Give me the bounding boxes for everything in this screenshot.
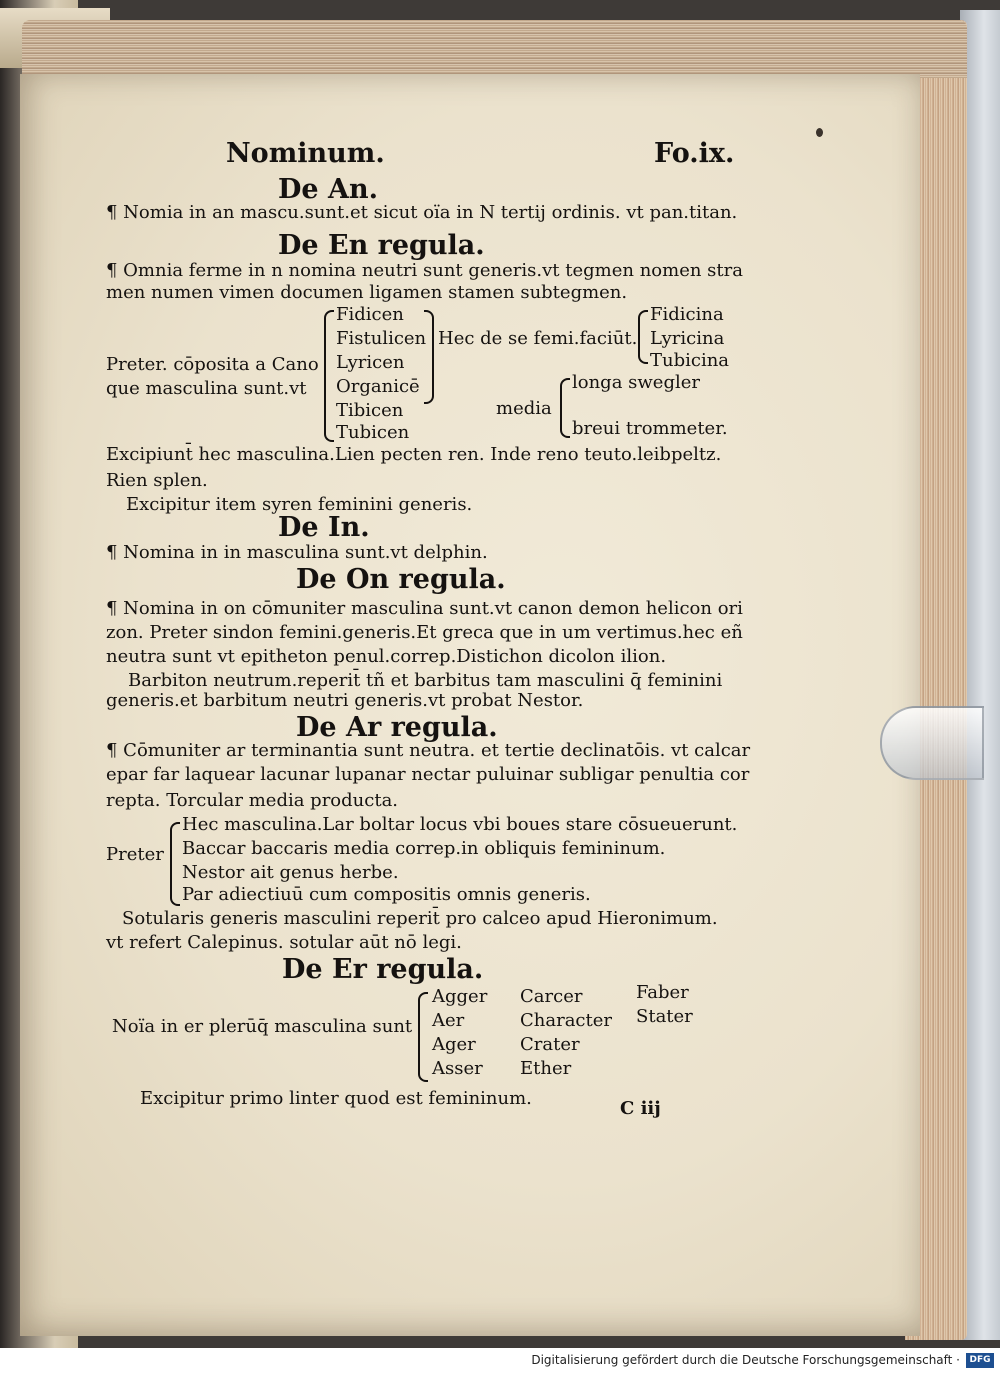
text-line: ¶ Omnia ferme in n nomina neutri sunt generis.vt tegmen nomen stra <box>106 260 743 281</box>
section-heading-an: De An. <box>278 174 378 205</box>
text-line: generis.et barbitum neutri generis.vt probat Nestor. <box>106 690 584 711</box>
table-cell: Lyricen <box>336 352 405 373</box>
page-hole <box>816 128 823 137</box>
brace-left <box>324 310 334 442</box>
table-intro: Noïa in er plerūq̄ masculina sunt <box>112 1016 413 1037</box>
section-heading-en: De En regula. <box>278 230 485 261</box>
table-cell: Lyricina <box>650 328 725 349</box>
text-line: ¶ Cōmuniter ar terminantia sunt neutra. et tertie declinatōis. vt calcar <box>106 740 751 761</box>
preter-label: Preter <box>106 844 164 865</box>
table-cell: Fistulicen <box>336 328 427 349</box>
section-heading-ar: De Ar regula. <box>296 712 498 743</box>
text-line: men numen vimen documen ligamen stamen subtegmen. <box>106 282 628 303</box>
table-cell: Faber <box>636 982 689 1003</box>
brace-left <box>638 310 648 364</box>
text-line: ¶ Nomina in on cōmuniter masculina sunt.vt canon demon helicon ori <box>106 598 743 619</box>
table-intro: que masculina sunt.vt <box>106 378 307 399</box>
table-cell: Tubicen <box>336 422 410 443</box>
section-heading-in: De In. <box>278 512 370 543</box>
table-cell: Aer <box>432 1010 465 1031</box>
text-line: Rien splen. <box>106 470 208 491</box>
table-intro: Preter. cōposita a Cano <box>106 354 319 375</box>
table-cell: Character <box>520 1010 613 1031</box>
table-cell: Organicē <box>336 376 420 397</box>
table-cell: Tubicina <box>650 350 730 371</box>
preter-item: Baccar baccaris media correp.in obliquis femininum. <box>182 838 666 859</box>
table-mid: Hec de se femi.faciūt. <box>438 328 638 349</box>
table-cell: Carcer <box>520 986 583 1007</box>
text-line: repta. Torcular media producta. <box>106 790 399 811</box>
table-media: media <box>496 398 552 419</box>
table-cell: Tibicen <box>336 400 404 421</box>
footer-credit: Digitalisierung gefördert durch die Deutsche Forschungsgemeinschaft · <box>531 1353 960 1367</box>
table-cell: Crater <box>520 1034 580 1055</box>
text-line: ¶ Nomia in an mascu.sunt.et sicut oïa in N tertij ordinis. vt pan.titan. <box>106 202 738 223</box>
table-cell: Fidicina <box>650 304 724 325</box>
text-line: Excipitur item syren feminini generis. <box>126 494 473 515</box>
section-heading-on: De On regula. <box>296 564 506 595</box>
table-cell: longa swegler <box>572 372 700 393</box>
preter-item: Par adiectiuū cum compositis omnis generis. <box>182 884 591 905</box>
text-line: Barbiton neutrum.reperit̄ tñ et barbitus tam masculini q̄ feminini <box>128 670 723 691</box>
preter-item: Nestor ait genus herbe. <box>182 862 399 883</box>
table-cell: Ager <box>432 1034 476 1055</box>
section-heading-er: De Er regula. <box>282 954 484 985</box>
running-head-title: Nominum. <box>226 138 385 169</box>
brace-left <box>560 378 570 438</box>
text-line: epar far laquear lacunar lupanar nectar puluinar subligar penultia cor <box>106 764 750 785</box>
table-cell: Stater <box>636 1006 693 1027</box>
text-line: Sotularis generis masculini reperit̄ pro calceo apud Hieronimum. <box>122 908 718 929</box>
folio-number: Fo.ix. <box>654 138 735 169</box>
table-cell: Agger <box>432 986 488 1007</box>
text-line: ¶ Nomina in in masculina sunt.vt delphin. <box>106 542 488 563</box>
brace-left <box>418 992 428 1082</box>
signature-mark: C iij <box>620 1098 661 1119</box>
text-line: neutra sunt vt epitheton penul.correp.Distichon dicolon ilion. <box>106 646 667 667</box>
book-page <box>20 74 920 1336</box>
table-cell: Ether <box>520 1058 572 1079</box>
text-line: zon. Preter sindon femini.generis.Et greca que in um vertimus.hec eñ <box>106 622 743 643</box>
table-cell: Asser <box>432 1058 483 1079</box>
text-line: Excipiunt̄ hec masculina.Lien pecten ren. Inde reno teuto.leibpeltz. <box>106 444 722 465</box>
table-cell: Fidicen <box>336 304 404 325</box>
page-stack-top <box>22 20 967 78</box>
text-line: Excipitur primo linter quod est femininum. <box>140 1088 532 1109</box>
preter-item: Hec masculina.Lar boltar locus vbi boues stare cōsueuerunt. <box>182 814 738 835</box>
brace-left <box>170 822 180 906</box>
dfg-logo: DFG <box>966 1353 994 1368</box>
table-cell: breui trommeter. <box>572 418 728 439</box>
page-clip <box>880 706 984 780</box>
text-line: vt refert Calepinus. sotular aūt nō legi. <box>106 932 462 953</box>
brace-right <box>424 310 434 404</box>
